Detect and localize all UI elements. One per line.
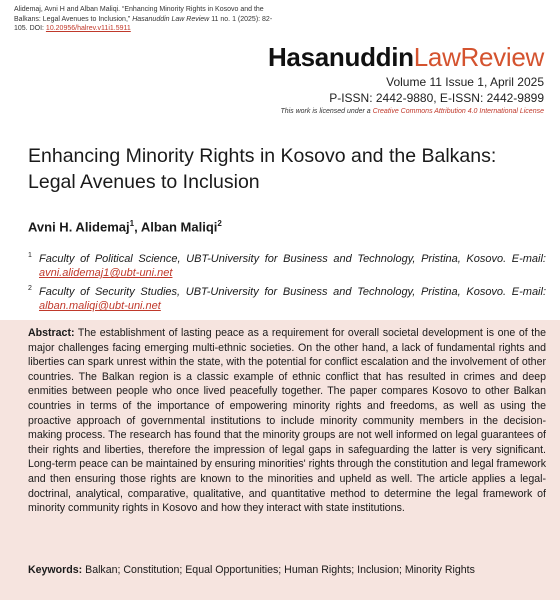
article-title: Enhancing Minority Rights in Kosovo and the Balkans: Legal Avenues to Inclusion [28,145,497,193]
keywords-body: Balkan; Constitution; Equal Opportunities; Human Rights; Inclusion; Minority Rights [85,564,475,576]
affiliation-number: 2 [28,285,32,292]
email-link[interactable]: alban.maliqi@ubt-uni.net [39,300,161,313]
affiliation-number: 1 [28,252,32,259]
citation-prefix: Alidemaj, Avni H and Alban Maliqi. “Enhancing Minority Rights in Kosovo and the Balkans: Legal Avenues to Inclusion,” [14,6,264,23]
masthead-light: LawReview [413,42,544,72]
author-list [28,219,222,234]
citation-journal: Hasanuddin Law Review [132,15,210,23]
author-separator: , [134,219,141,235]
email-link[interactable]: avni.alidemaj1@ubt-uni.net [39,267,173,280]
citation-details: 11 no. 1 (2025): 82-105. DOI: [14,15,273,33]
keywords-label: Keywords: [28,564,83,576]
affiliation-text: Faculty of Security Studies, UBT-University for Business and Technology, Pristina, Kosovo. E-mail: [39,285,546,298]
abstract-label: Abstract: [28,327,75,339]
author-name: Alban Maliqi [140,219,218,235]
author-superscript: 1 [129,219,135,228]
keywords [28,563,546,577]
abstract [28,326,546,516]
author-superscript: 2 [217,219,222,228]
citation-block [14,5,284,34]
affiliation-1 [28,249,546,281]
issn-info: P-ISSN: 2442-9880, E-ISSN: 2442-9899 [329,91,544,105]
volume-info: Volume 11 Issue 1, April 2025 [386,75,544,89]
masthead-bold: Hasanuddin [267,42,414,72]
abstract-body: The establishment of lasting peace as a requirement for overall societal development is one of the major challenges facing emerging multi-ethnic societies. On the other hand, a lack of fundamental rights and liberties can spark unrest within the state, with the potential for conflict escalation and the involvement of other countries. The Balkan region is a classic example of ethnic conflict that has resulted in crimes and deep enmities between people who once lived peacefully together. The paper compares Kosovo to other Balkan countries in terms of the importance of empowering minority rights and freedoms, as well as using the proactive approach of governmental institutions to include minority community members in the decision-making process. The research has found that the minority groups are not well informed on legal guarantees of their rights and liberties, therefore the impression of legal gaps in safeguarding the latter is very significant. Long-term peace can be maintained by ensuring minorities' rights through the constitution and legal framework and then ensuring those rights are known to the minorities and upheld as well. The article applies a legal-doctrinal, analytical, comparative, qualitative, and quantitative method to determine the legal framework of minority community rights in Kosovo and how they interact with state institutions. [28,327,546,515]
doi-link[interactable]: 10.20956/halrev.v11i1.5911 [45,25,131,33]
license-info [280,108,544,115]
license-link[interactable]: Creative Commons Attribution 4.0 International License [372,108,544,115]
author-name: Avni H. Alidemaj [28,219,130,235]
license-prefix: This work is licensed under a [280,108,371,115]
affiliation-text: Faculty of Political Science, UBT-University for Business and Technology, Pristina, Kosovo. E-mail: [39,252,546,265]
journal-masthead [268,42,544,73]
affiliation-2 [28,282,546,314]
